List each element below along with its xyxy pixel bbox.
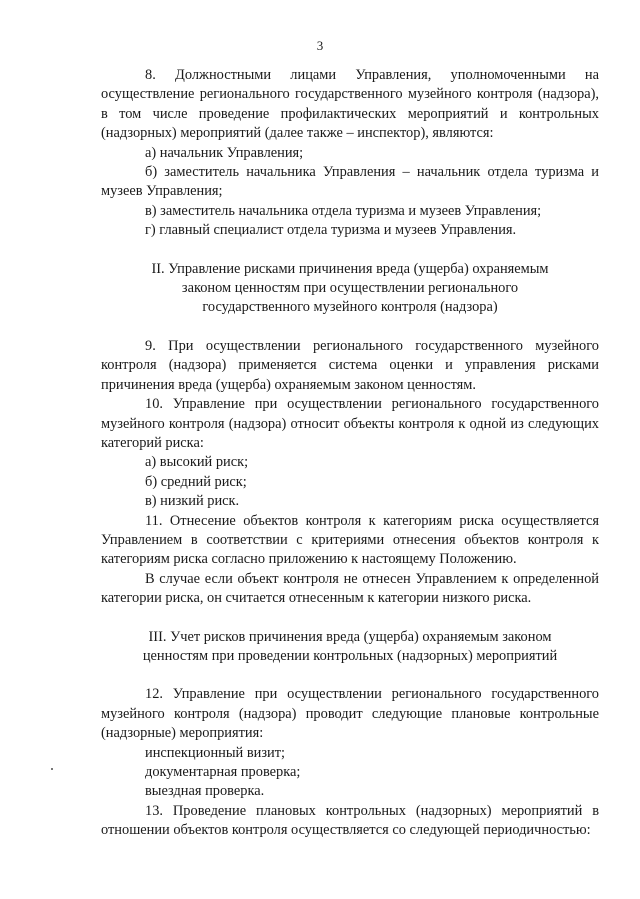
paragraph: 10. Управление при осуществлении регионального государственного музейного контроля (надзора) относит объекты контроля к одной из следующих категорий риска: bbox=[101, 396, 599, 451]
paragraph: выездная проверка. bbox=[145, 783, 265, 800]
paragraph: б) заместитель начальника Управления – начальник отдела туризма и музеев Управления; bbox=[101, 164, 599, 200]
paragraph: 11. Отнесение объектов контроля к категориям риска осуществляется Управлением в соответствии с критериями отнесения объектов контроля к категориям риска согласно приложению к настоящему Положению. bbox=[101, 512, 599, 568]
document-body bbox=[101, 66, 599, 841]
section-spacer bbox=[101, 318, 599, 337]
paragraph: 12. Управление при осуществлении регионального государственного музейного контроля (надзора) проводит следующие плановые контрольные (надзорные) мероприятия: bbox=[101, 686, 599, 742]
paragraph: документарная проверка; bbox=[145, 764, 301, 780]
paragraph: 13. Проведение плановых контрольных (надзорных) мероприятий в отношении объектов контроля осуществляется со следующей периодичностью: bbox=[101, 802, 599, 839]
paragraph: в) заместитель начальника отдела туризма и музеев Управления; bbox=[145, 202, 542, 219]
paragraph: в) низкий риск. bbox=[145, 493, 240, 510]
section-heading: III. Учет рисков причинения вреда (ущерба) охраняемым законом ценностям при проведении контрольных (надзорных) мероприятий bbox=[142, 628, 558, 664]
section-spacer bbox=[101, 241, 599, 260]
paragraph: г) главный специалист отдела туризма и музеев Управления. bbox=[145, 222, 517, 239]
paragraph: В случае если объект контроля не отнесен Управлением к определенной категории риска, он считается отнесенным к категории низкого риска. bbox=[101, 570, 599, 607]
section-heading: II. Управление рисками причинения вреда (ущерба) охраняемым законом ценностям при осуществлении регионального государственного музейного контроля (надзора) bbox=[151, 260, 549, 316]
paragraph: 8. Должностными лицами Управления, уполномоченными на осуществление регионального государственного музейного контроля (надзора), в том числе проведение профилактических мероприятий и контрольных (надзорных) мероприятий (далее также – инспектор), являются: bbox=[101, 67, 599, 142]
page-number: 3 bbox=[316, 38, 324, 53]
scan-speck bbox=[51, 768, 53, 770]
paragraph: а) начальник Управления; bbox=[145, 144, 304, 161]
paragraph: б) средний риск; bbox=[145, 473, 247, 490]
section-spacer bbox=[101, 666, 599, 685]
paragraph: а) высокий риск; bbox=[145, 454, 249, 471]
paragraph: 9. При осуществлении регионального государственного музейного контроля (надзора) применяется система оценки и управления рисками причинения вреда (ущерба) охраняемым законом ценностям. bbox=[101, 337, 599, 393]
paragraph: инспекционный визит; bbox=[145, 744, 286, 761]
section-spacer bbox=[101, 609, 599, 628]
